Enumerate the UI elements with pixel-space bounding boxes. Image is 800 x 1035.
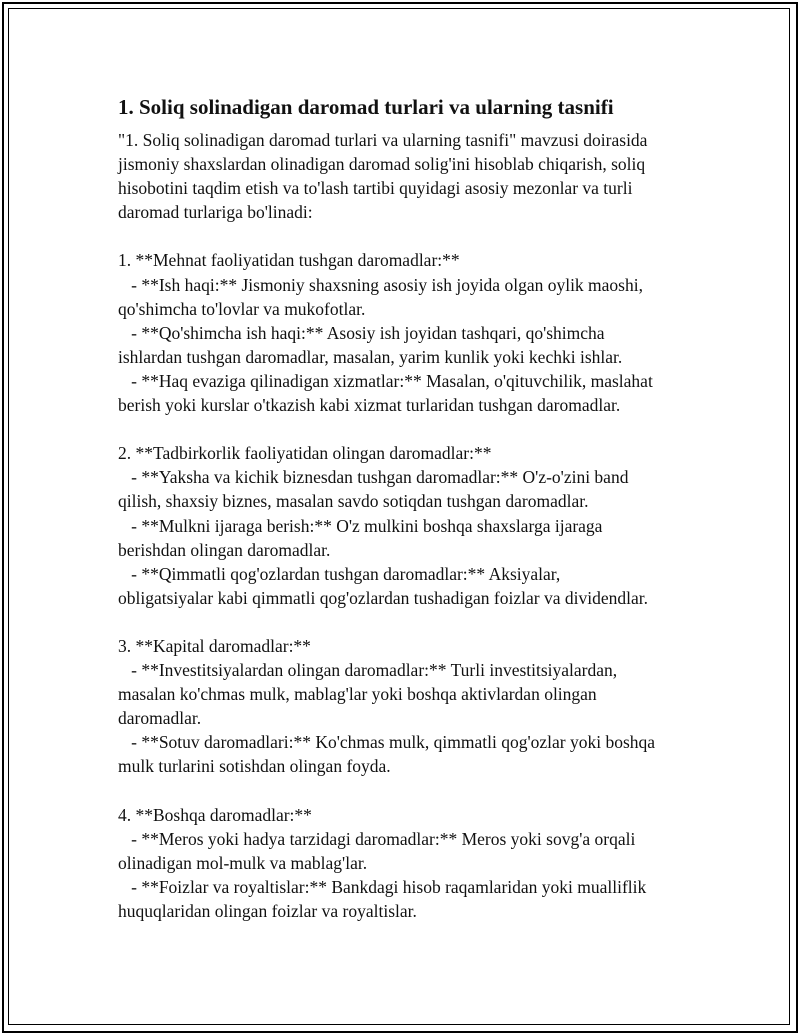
- document-title: 1. Soliq solinadigan daromad turlari va ularning tasnifi: [118, 95, 614, 119]
- intro-line: "1. Soliq solinadigan daromad turlari va ularning tasnifi" mavzusi doirasida: [118, 130, 648, 150]
- paragraph-spacer: [118, 224, 698, 248]
- document-page: [118, 94, 698, 923]
- document-body: [118, 128, 698, 923]
- section-heading: 2. **Tadbirkorlik faoliyatidan olingan daromadlar:**: [118, 443, 492, 464]
- list-item-line: - **Investitsiyalardan olingan daromadlar:** Turli investitsiyalardan,: [118, 660, 618, 681]
- list-item-line: qilish, shaxsiy biznes, masalan savdo sotiqdan tushgan daromadlar.: [118, 491, 589, 512]
- section-business-income: [118, 441, 698, 610]
- paragraph-spacer: [118, 779, 698, 803]
- list-item-line: - **Haq evaziga qilinadigan xizmatlar:** Masalan, o'qituvchilik, maslahat: [118, 370, 653, 391]
- section-other-income: [118, 803, 698, 923]
- list-item-line: qo'shimcha to'lovlar va mukofotlar.: [118, 298, 366, 319]
- list-item-line: - **Yaksha va kichik biznesdan tushgan daromadlar:** O'z-o'zini band: [118, 467, 629, 488]
- list-item-line: obligatsiyalar kabi qimmatli qog'ozlardan tushadigan foizlar va dividendlar.: [118, 587, 648, 608]
- list-item-line: - **Ish haqi:** Jismoniy shaxsning asosiy ish joyida olgan oylik maoshi,: [118, 274, 643, 295]
- paragraph-spacer: [118, 610, 698, 634]
- list-item-line: huquqlaridan olingan foizlar va royaltislar.: [118, 901, 417, 921]
- list-item-line: mulk turlarini sotishdan olingan foyda.: [118, 756, 391, 777]
- section-heading: 3. **Kapital daromadlar:**: [118, 635, 311, 656]
- list-item-line: - **Mulkni ijaraga berish:** O'z mulkini boshqa shaxslarga ijaraga: [118, 515, 603, 536]
- list-item-line: ishlardan tushgan daromadlar, masalan, yarim kunlik yoki kechki ishlar.: [118, 346, 623, 367]
- intro-paragraph: [118, 128, 698, 224]
- list-item-line: - **Qimmatli qog'ozlardan tushgan daromadlar:** Aksiyalar,: [118, 563, 561, 584]
- intro-line: hisobotini taqdim etish va to'lash tartibi quyidagi asosiy mezonlar va turli: [118, 178, 633, 199]
- section-labor-income: [118, 248, 698, 417]
- list-item-line: olinadigan mol-mulk va mablag'lar.: [118, 852, 368, 873]
- section-heading: 4. **Boshqa daromadlar:**: [118, 804, 312, 825]
- list-item-line: - **Meros yoki hadya tarzidagi daromadlar:** Meros yoki sovg'a orqali: [118, 828, 636, 849]
- list-item-line: berishdan olingan daromadlar.: [118, 539, 331, 560]
- section-heading: 1. **Mehnat faoliyatidan tushgan daromadlar:**: [118, 250, 460, 271]
- list-item-line: masalan ko'chmas mulk, mablag'lar yoki boshqa aktivlardan olingan: [118, 684, 597, 705]
- list-item-line: - **Sotuv daromadlari:** Ko'chmas mulk, qimmatli qog'ozlar yoki boshqa: [118, 732, 656, 753]
- list-item-line: daromadlar.: [118, 708, 202, 729]
- list-item-line: - **Qo'shimcha ish haqi:** Asosiy ish joyidan tashqari, qo'shimcha: [118, 322, 605, 343]
- section-capital-income: [118, 634, 698, 779]
- intro-line: daromad turlariga bo'linadi:: [118, 202, 313, 223]
- intro-line: jismoniy shaxslardan olinadigan daromad solig'ini hisoblab chiqarish, soliq: [118, 154, 646, 175]
- paragraph-spacer: [118, 417, 698, 441]
- list-item-line: berish yoki kurslar o'tkazish kabi xizmat turlaridan tushgan daromadlar.: [118, 395, 621, 416]
- list-item-line: - **Foizlar va royaltislar:** Bankdagi hisob raqamlaridan yoki mualliflik: [118, 876, 647, 897]
